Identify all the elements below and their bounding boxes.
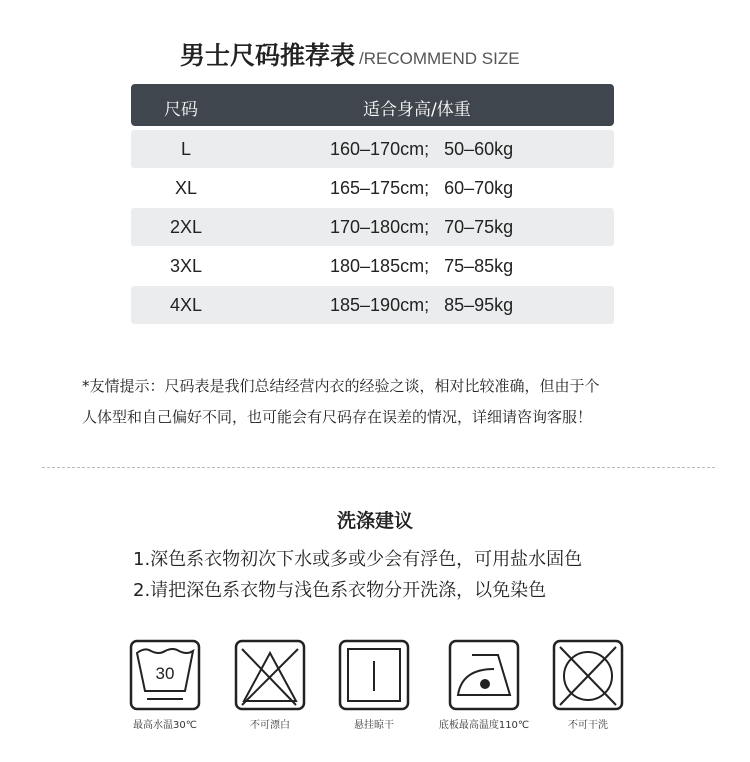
no-dry-clean-icon xyxy=(552,639,624,711)
icon-label: 最高水温30℃ xyxy=(133,720,197,731)
icon-label: 悬挂晾干 xyxy=(354,720,394,731)
wash-title: 洗涤建议 xyxy=(336,510,413,532)
temp-number: 30 xyxy=(155,664,175,683)
icon-label: 底板最高温度110℃ xyxy=(438,720,530,731)
fit-cell: 165–175cm; 60–70kg xyxy=(330,178,514,198)
table-row xyxy=(131,208,614,246)
fit-cell: 170–180cm; 70–75kg xyxy=(330,217,514,237)
fit-cell: 180–185cm; 75–85kg xyxy=(330,256,514,276)
page-title xyxy=(180,36,520,72)
size-cell: 2XL xyxy=(169,217,203,237)
table-row xyxy=(131,247,614,285)
wash-30-icon xyxy=(129,639,201,711)
size-cell: L xyxy=(180,139,191,159)
divider xyxy=(42,467,715,468)
note-line: *友情提示：尺码表是我们总结经营内衣的经验之谈，相对比较准确，但由于个 xyxy=(82,377,600,395)
icon-label: 不可干洗 xyxy=(568,720,608,731)
wash-line: 1.深色系衣物初次下水或多或少会有浮色，可用盐水固色 xyxy=(133,549,583,570)
table-row xyxy=(131,169,614,207)
header-fit: 适合身高/体重 xyxy=(363,100,471,120)
table-row xyxy=(131,130,614,168)
fit-cell: 185–190cm; 85–95kg xyxy=(330,295,514,315)
header-size: 尺码 xyxy=(164,100,198,120)
icon-label: 不可漂白 xyxy=(250,720,290,731)
wash-line: 2.请把深色系衣物与浅色系衣物分开洗涤，以免染色 xyxy=(133,580,547,601)
size-cell: 4XL xyxy=(169,295,203,315)
hang-dry-icon xyxy=(338,639,410,711)
table-row xyxy=(131,286,614,324)
size-cell: 3XL xyxy=(169,256,203,276)
no-bleach-icon xyxy=(234,639,306,711)
size-cell: XL xyxy=(174,178,198,198)
table-header xyxy=(131,84,614,126)
title-en: /RECOMMEND SIZE xyxy=(359,49,520,68)
note-line: 人体型和自己偏好不同，也可能会有尺码存在误差的情况，详细请咨询客服！ xyxy=(82,408,593,426)
iron-110-icon xyxy=(448,639,520,711)
title-cn: 男士尺码推荐表 xyxy=(180,41,356,70)
fit-cell: 160–170cm; 50–60kg xyxy=(330,139,514,159)
